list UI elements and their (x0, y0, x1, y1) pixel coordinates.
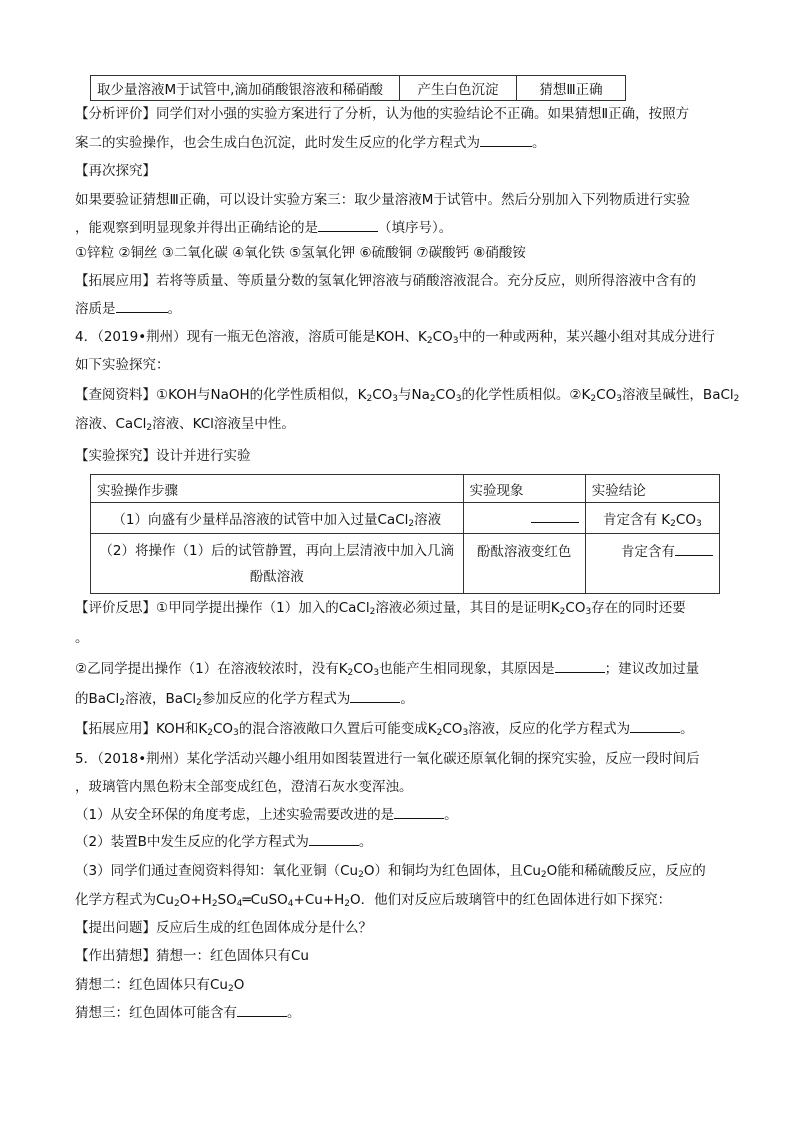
answer-blank[interactable] (675, 543, 713, 556)
answer-blank[interactable] (531, 510, 579, 523)
step-1-conclusion: 肯定含有 $K_2CO_3$ (585, 503, 719, 534)
result-table-top (90, 75, 626, 101)
extension-paragraph-2: 【拓展应用】KOH和$K_2CO_3$的混合溶液敞口久置后可能变成$K_2CO_3$溶液，反应的化学方程式为 。 (75, 721, 694, 738)
review-paragraph-2: ②乙同学提出操作（1）在溶液较浓时，没有$K_2CO_3$也能产生相同现象，其原因是 ；建议改加过量 (75, 661, 700, 678)
answer-blank[interactable] (630, 720, 680, 733)
extension-paragraph: 【拓展应用】若将等质量、等质量分数的氢氧化钾溶液与硝酸溶液混合。充分反应，则所得溶液中含有的 (75, 273, 696, 289)
step-2-phenomenon: 酚酞溶液变红色 (463, 534, 585, 594)
answer-blank[interactable] (318, 219, 378, 232)
step-2-cell: （2）将操作（1）后的试管静置，再向上层清液中加入几滴 酚酞溶液 (91, 534, 464, 594)
answer-blank[interactable] (237, 1004, 287, 1017)
step-1-cell: （1）向盛有少量样品溶液的试管中加入过量CaCl$_2$溶液 (91, 503, 464, 534)
options-list: ①锌粒 ②铜丝 ③二氧化碳 ④氧化铁 ⑤氢氧化钾 ⑥硫酸铜 ⑦碳酸钙 ⑧硝酸铵 (75, 245, 526, 261)
answer-blank[interactable] (350, 690, 400, 703)
question-5-sub-3: （3）同学们通过查阅资料得知：氧化亚铜$(Cu_2O)$和铜均为红色固体，且$Cu_2O$能和稀硫酸反应，反应的 (75, 863, 706, 880)
section-heading: 【再次探究】 (75, 163, 156, 179)
reference-info: 【查阅资料】①KOH与NaOH的化学性质相似，$K_2CO_3$与$Na_2CO_3$的化学性质相似。$②K_2CO_3$溶液呈碱性，BaCl$_2$ (75, 387, 740, 404)
review-paragraph-end: 。 (75, 630, 89, 646)
table-row (91, 76, 626, 101)
hypothesis-1: 【作出猜想】猜想一：红色固体只有Cu (75, 948, 309, 964)
question-5-stem: 5．（2018•荆州）某化学活动兴趣小组用如图装置进行一氧化碳还原氧化铜的探究实验，反应一段时间后 (75, 751, 700, 767)
analysis-paragraph: 【分析评价】同学们对小强的实验方案进行了分析，认为他的实验结论不正确。如果猜想Ⅱ正确，按照方 (75, 106, 690, 122)
question-5-sub-3-cont: 化学方程式为$Cu_2O+H_2SO_4═CuSO_4+Cu+H_2O$．他们对反应后玻璃管中的红色固体进行如下探究： (75, 892, 672, 909)
analysis-paragraph-cont: 案二的实验操作，也会生成白色沉淀，此时发生反应的化学方程式为 。 (75, 135, 546, 151)
extension-paragraph-cont: 溶质是 。 (75, 301, 181, 317)
experiment-table (90, 474, 720, 594)
answer-blank[interactable] (394, 806, 444, 819)
table-row (91, 503, 720, 534)
explore-paragraph: 如果要验证猜想Ⅲ正确，可以设计实验方案三：取少量溶液M于试管中。然后分别加入下列物质进行实验 (75, 192, 690, 208)
hypothesis-2: 猜想二：红色固体只有$Cu_2O$ (75, 977, 245, 994)
answer-blank[interactable] (555, 660, 605, 673)
col-header-conclusion: 实验结论 (585, 475, 719, 503)
review-paragraph-2-cont: 的BaCl$_2$溶液，BaCl$_2$参加反应的化学方程式为 。 (75, 691, 414, 708)
question-5-stem-cont: ，玻璃管内黑色粉末全部变成红色，澄清石灰水变浑浊。 (75, 779, 413, 795)
hypothesis-3: 猜想三：红色固体可能含有 。 (75, 1005, 301, 1021)
step-2-conclusion: 肯定含有 (585, 534, 719, 594)
table-cell-operation: 取少量溶液M于试管中,滴加硝酸银溶液和稀硝酸 (91, 76, 400, 101)
question-5-sub-1: （1）从安全环保的角度考虑，上述实验需要改进的是 。 (75, 807, 458, 823)
review-paragraph: 【评价反思】①甲同学提出操作（1）加入的CaCl$_2$溶液必须过量，其目的是证明$K_2CO_3$存在的同时还要 (75, 600, 686, 617)
question-heading: 【提出问题】反应后生成的红色固体成分是什么？ (75, 920, 372, 936)
table-cell-phenomenon: 产生白色沉淀 (400, 76, 517, 101)
question-4-stem-cont: 如下实验探究： (75, 357, 170, 373)
col-header-phenomenon: 实验现象 (463, 475, 585, 503)
table-header-row (91, 475, 720, 503)
step-1-phenomenon (463, 503, 585, 534)
experiment-heading: 【实验探究】设计并进行实验 (75, 448, 251, 464)
table-row (91, 534, 720, 594)
reference-info-cont: 溶液、CaCl$_2$溶液、KCl溶液呈中性。 (75, 416, 295, 433)
answer-blank[interactable] (309, 833, 359, 846)
answer-blank[interactable] (480, 134, 532, 147)
question-4-stem: 4．（2019•荆州）现有一瓶无色溶液，溶质可能是KOH、$K_2CO_3$中的一种或两种，某兴趣小组对其成分进行 (75, 329, 715, 346)
answer-blank[interactable] (116, 300, 168, 313)
table-cell-conclusion: 猜想Ⅲ正确 (517, 76, 626, 101)
explore-paragraph-cont: ，能观察到明显现象并得出正确结论的是 （填序号）。 (75, 220, 453, 236)
col-header-steps: 实验操作步骤 (91, 475, 464, 503)
question-5-sub-2: （2）装置B中发生反应的化学方程式为 。 (75, 834, 373, 850)
